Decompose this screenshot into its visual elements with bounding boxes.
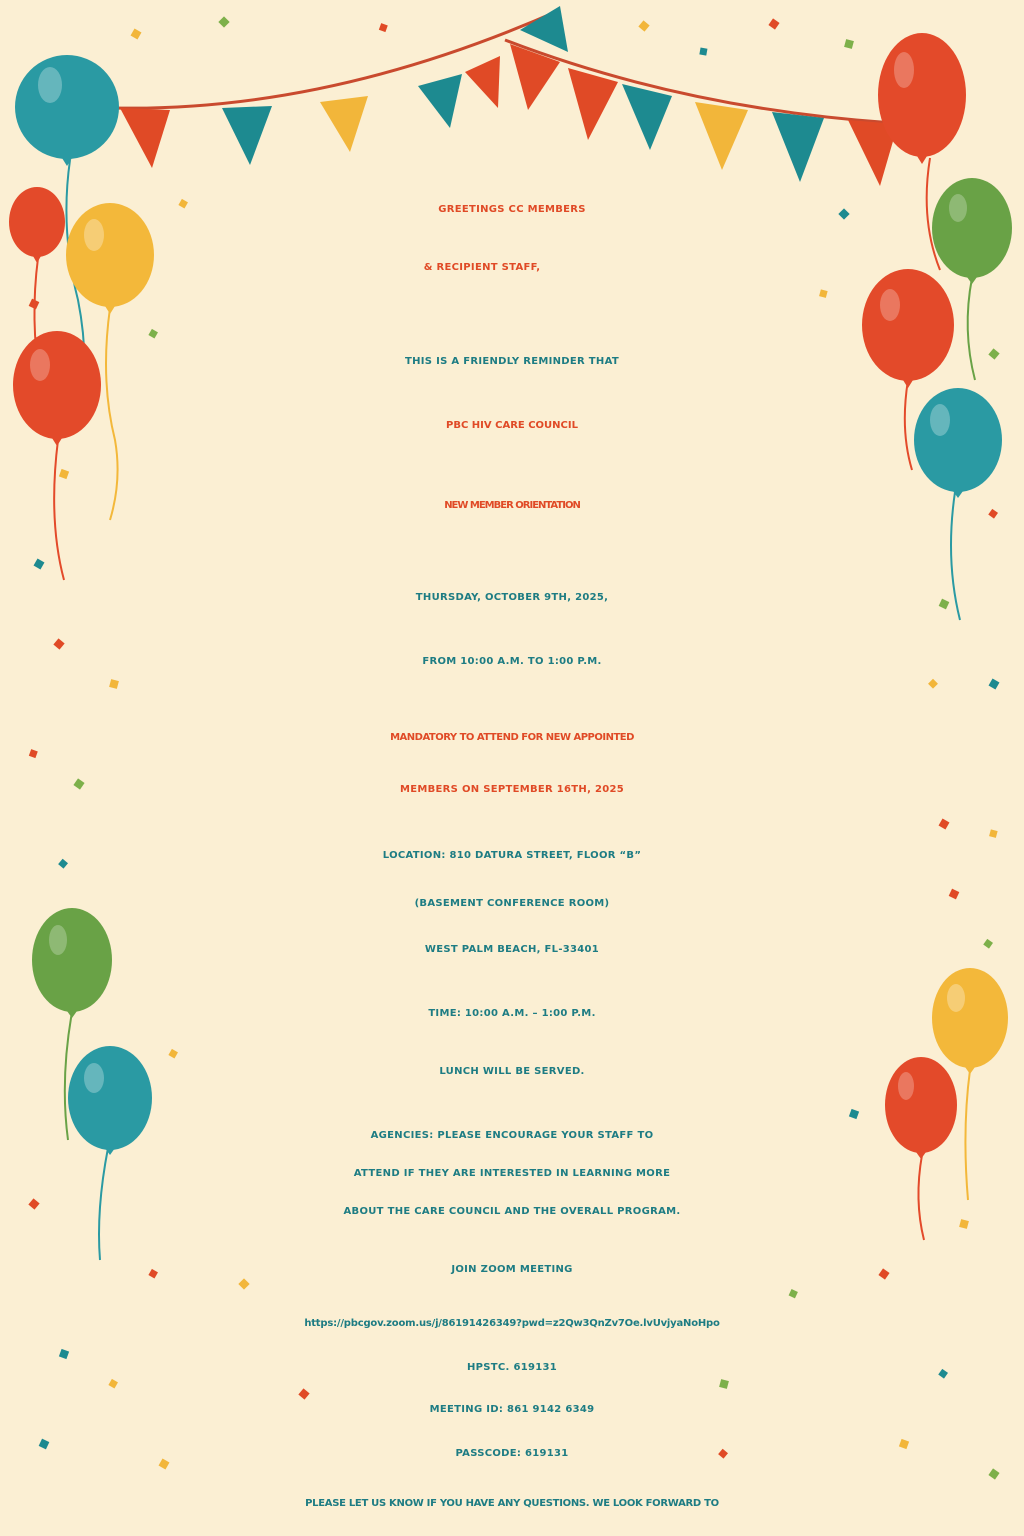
greeting-line-2: & RECIPIENT STAFF,: [423, 262, 541, 273]
zoom-link[interactable]: https://pbcgov.zoom.us/j/86191426349?pwd=z2Qw3QnZv7Oe.lvUvjyaNoHpo: [304, 1318, 720, 1329]
agencies-line-3: ABOUT THE CARE COUNCIL AND THE OVERALL PROGRAM.: [343, 1206, 681, 1217]
passcode: PASSCODE: 619131: [455, 1448, 569, 1459]
event-hours: FROM 10:00 A.M. TO 1:00 P.M.: [422, 656, 602, 667]
mandatory-notice-line-2: MEMBERS ON SEPTEMBER 16TH, 2025: [399, 784, 625, 795]
zoom-heading: JOIN ZOOM MEETING: [451, 1264, 573, 1275]
location-line-3: WEST PALM BEACH, FL-33401: [424, 944, 600, 955]
event-date: THURSDAY, OCTOBER 9TH, 2025,: [415, 592, 609, 603]
event-title-line-1: PBC HIV CARE COUNCIL: [446, 420, 578, 431]
mandatory-notice-line-1: MANDATORY TO ATTEND FOR NEW APPOINTED: [390, 732, 634, 743]
reminder-text: THIS IS A FRIENDLY REMINDER THAT: [405, 356, 619, 367]
closing-text: PLEASE LET US KNOW IF YOU HAVE ANY QUESTIONS. WE LOOK FORWARD TO: [305, 1498, 719, 1509]
agencies-line-1: AGENCIES: PLEASE ENCOURAGE YOUR STAFF TO: [370, 1130, 654, 1141]
hpstc-code: HPSTC. 619131: [467, 1362, 557, 1373]
meeting-id: MEETING ID: 861 9142 6349: [429, 1404, 595, 1415]
agencies-line-2: ATTEND IF THEY ARE INTERESTED IN LEARNING MORE: [353, 1168, 671, 1179]
confetti: [28, 16, 999, 1479]
lunch-notice: LUNCH WILL BE SERVED.: [439, 1066, 585, 1077]
event-title-line-2: NEW MEMBER ORIENTATION: [444, 500, 580, 511]
location-line-1: LOCATION: 810 DATURA STREET, FLOOR “B”: [382, 850, 642, 861]
time-info: TIME: 10:00 A.M. – 1:00 P.M.: [428, 1008, 596, 1019]
bunting-banner: [115, 6, 930, 186]
greeting-line-1: GREETINGS CC MEMBERS: [438, 204, 586, 215]
location-line-2: (BASEMENT CONFERENCE ROOM): [414, 898, 610, 909]
